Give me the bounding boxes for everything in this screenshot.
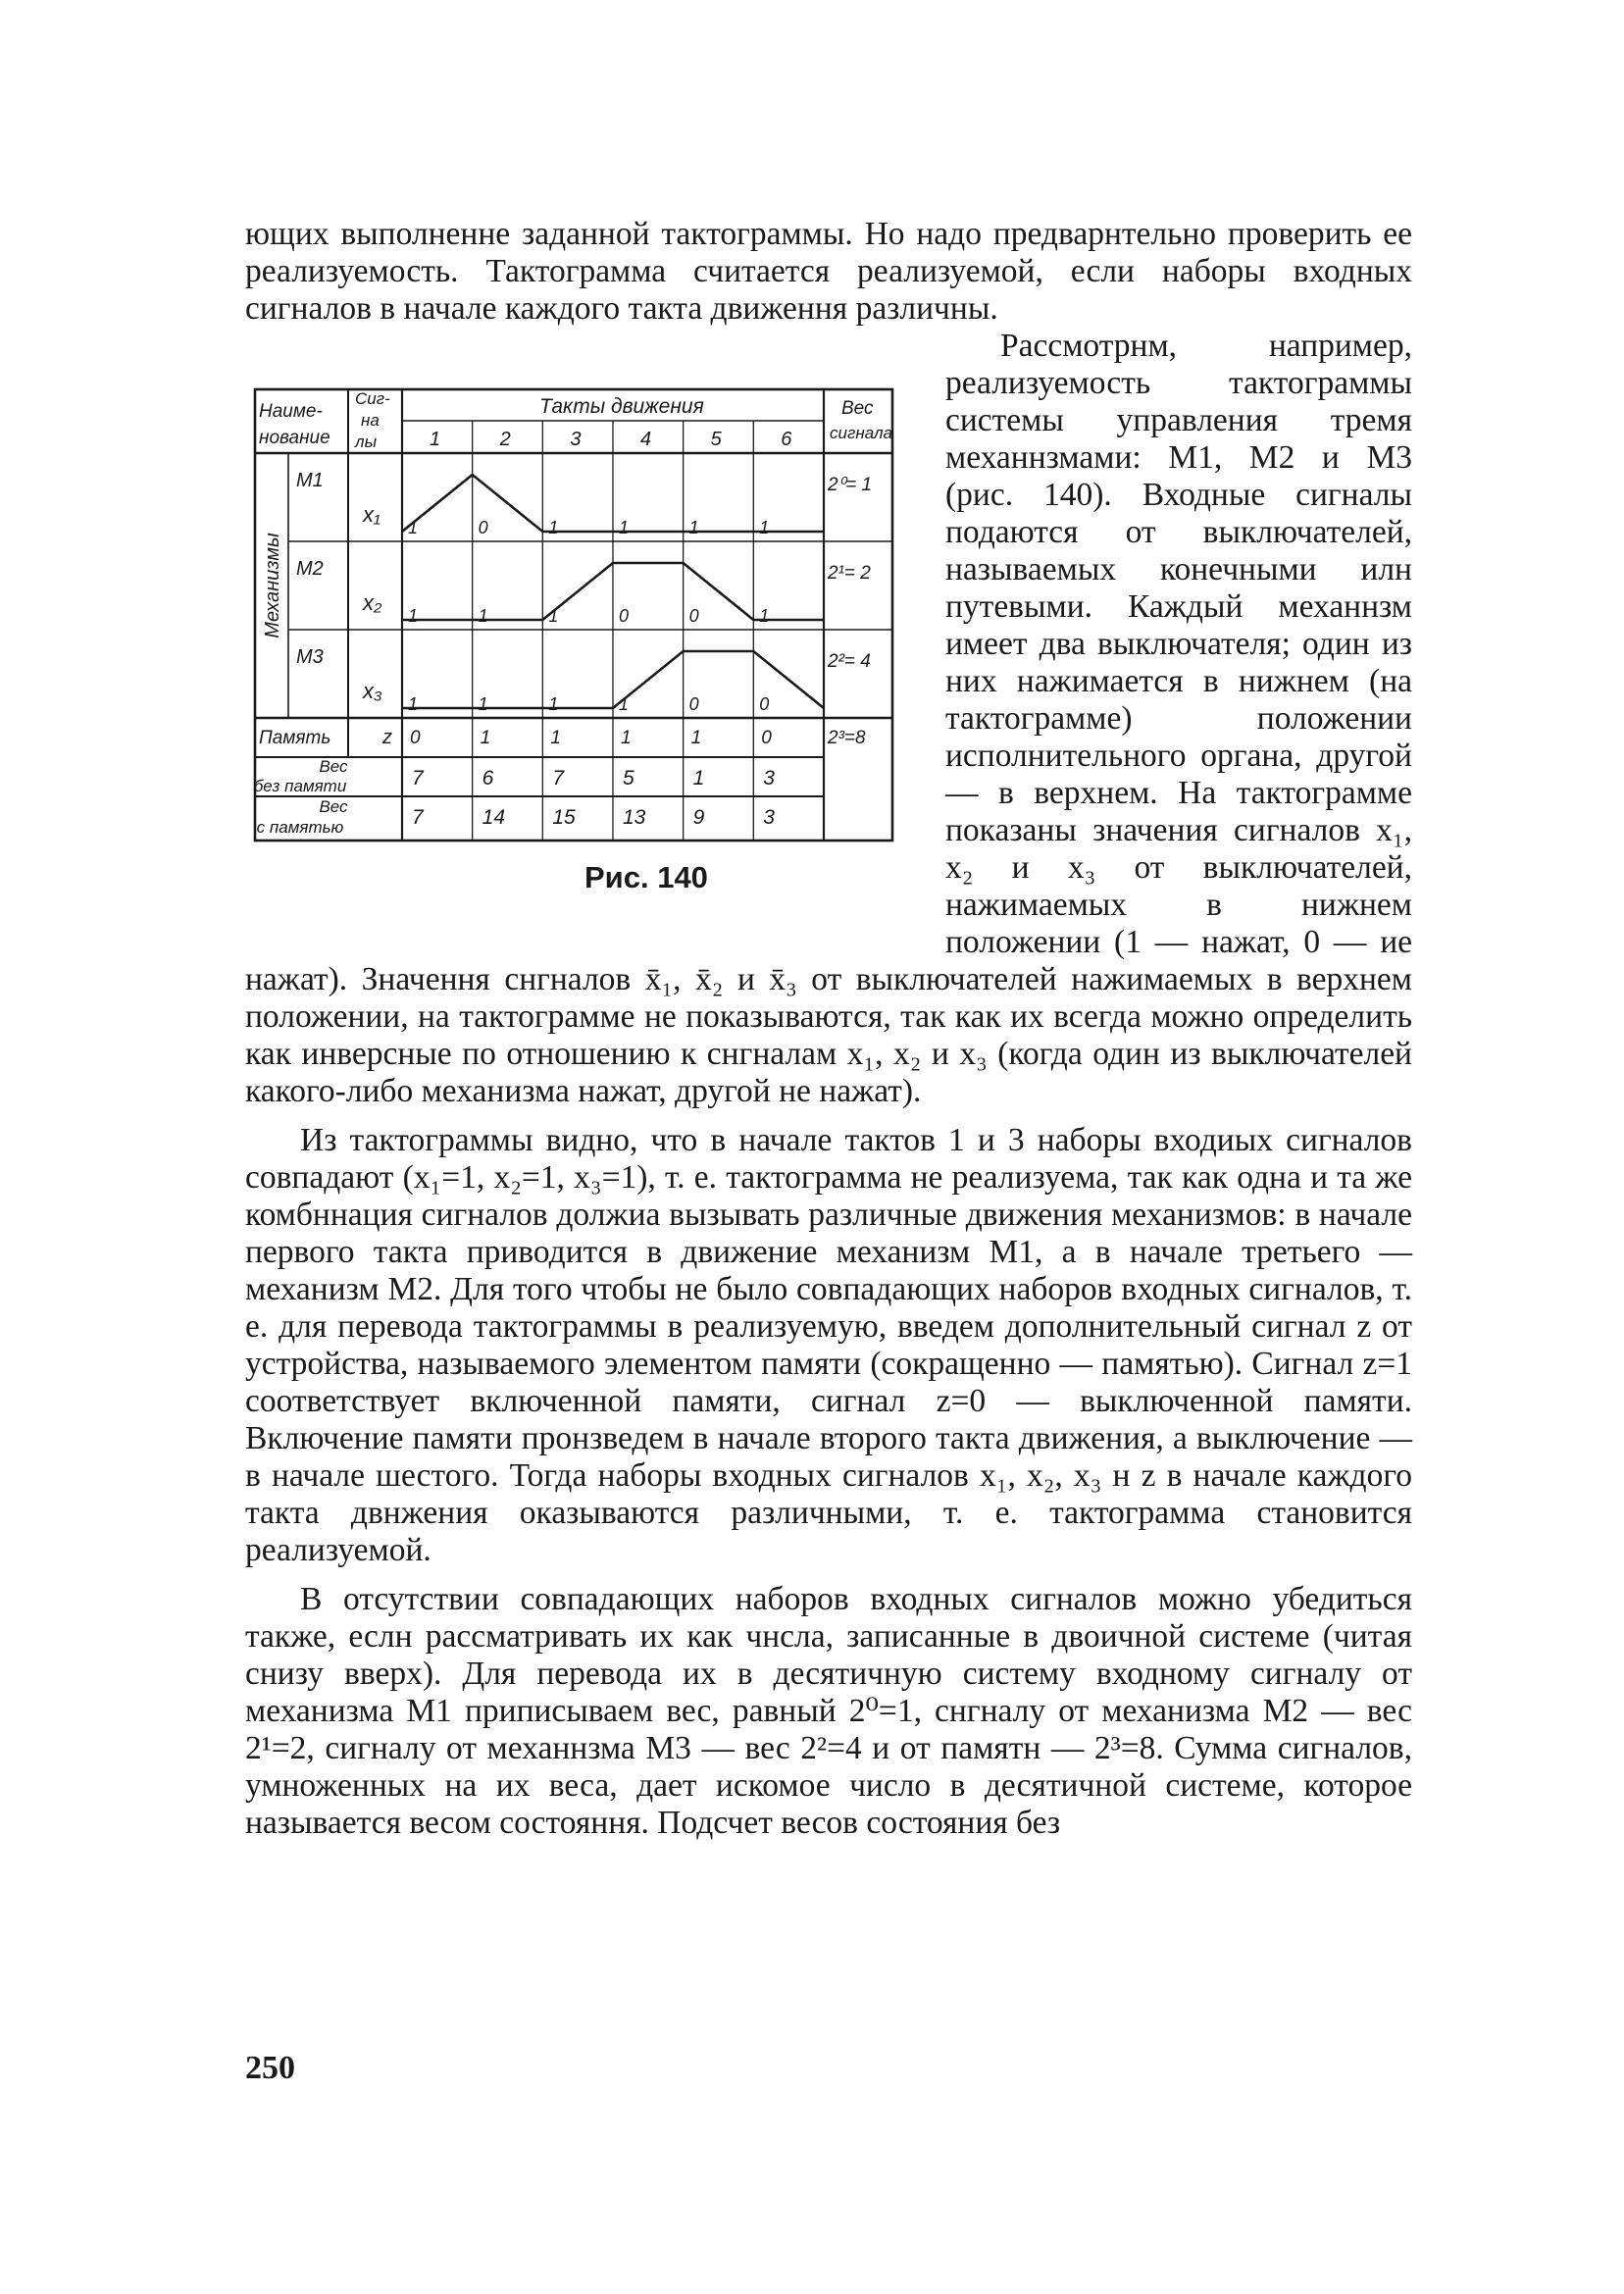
figure-140: [245, 384, 922, 929]
paragraph-3: Из тактограммы видно, что в начале тактов 1 и 3 наборы входиых сигналов совпадают (x₁=1, x₂=1, x₃=1), т. е. тактограмма не реализуема, так как одна и та же комбннация сигналов должиа вызывать различные движения механизмов: в начале первого такта приводится в движение механизм М1, а в начале третьего — механизм М2. Для того чтобы не было совпадающих наборов входных сигналов, т. е. для перевода тактограммы в реализуемую, введем дополнительный сигнал z от устройства, называемого элементом памяти (сокращенно — памятью). Сигнал z=1 соответствует включенной памяти, сигнал z=0 — выключенной памяти. Включение памяти пронзведем в начале второго такта движения, а выключение — в начале шестого. Тогда наборы входных сигналов x₁, x₂, x₃ н z в начале каждого такта двнжения оказываются различными, т. е. тактограмма становится реализуемой.: [245, 1122, 1412, 1568]
memory-value: 1: [550, 728, 561, 748]
mechanism-signal: x₁: [363, 502, 381, 527]
signal-value: 1: [408, 518, 419, 537]
memory-value: 1: [690, 728, 702, 748]
memory-label: Память: [259, 728, 331, 748]
state-weight-value: 14: [482, 806, 506, 829]
figure-caption: Рис. 140: [584, 860, 708, 894]
table-frame: [255, 389, 892, 841]
mechanism-name: М3: [296, 646, 324, 668]
tact-number: 3: [570, 429, 582, 450]
state-weight-value: 7: [552, 767, 565, 790]
signal-value: 1: [408, 694, 419, 714]
memory-value: 0: [410, 728, 421, 748]
state-weight-value: 5: [622, 767, 634, 790]
weight-row-1-label-2: без памяти: [253, 777, 347, 795]
mechanism-signal: x₃: [363, 679, 382, 703]
signal-value: 1: [548, 518, 559, 537]
header-weight-2: сигнала: [830, 424, 892, 442]
header-weight-1: Вес: [841, 398, 874, 419]
memory-signal: z: [382, 727, 392, 748]
signal-value: 1: [548, 606, 559, 626]
state-weight-value: 9: [692, 806, 705, 829]
weight-row-2-label-1: Вес: [319, 797, 348, 816]
memory-value: 0: [761, 728, 772, 748]
signal-value: 1: [478, 606, 488, 626]
signal-value: 0: [759, 694, 770, 714]
header-signal-3: лы: [355, 433, 378, 451]
tact-number: 2: [499, 429, 511, 450]
memory-value: 1: [620, 728, 632, 748]
signal-value: 1: [688, 518, 699, 537]
mechanism-name: М1: [296, 470, 324, 491]
state-weight-value: 3: [763, 806, 775, 829]
memory-value: 1: [480, 728, 491, 748]
signal-value: 1: [759, 606, 770, 626]
weight-row-1-label-1: Вес: [319, 757, 348, 776]
signal-value: 1: [618, 518, 629, 537]
body-text: [245, 216, 1412, 1842]
mechanism-name: М2: [296, 558, 324, 580]
header-name-1: Наиме-: [259, 401, 323, 422]
mechanism-weight: 2⁰= 1: [828, 475, 873, 495]
signal-value: 0: [688, 606, 699, 626]
signal-value: 0: [618, 606, 629, 626]
tact-number: 5: [710, 429, 722, 450]
state-weight-value: 1: [692, 767, 705, 790]
signal-value: 1: [548, 694, 559, 714]
header-signal-2: на: [361, 411, 380, 430]
header-name-2: нование: [259, 428, 330, 448]
state-weight-value: 13: [622, 806, 646, 829]
signal-value: 1: [759, 518, 770, 537]
header-signal-1: Сиг-: [355, 389, 390, 408]
mechanism-weight: 2¹= 2: [828, 563, 871, 584]
tact-number: 6: [781, 429, 792, 450]
header-tacts-title: Такты движения: [539, 395, 704, 418]
state-weight-value: 15: [552, 806, 576, 829]
group-label: Механизмы: [262, 533, 283, 638]
memory-weight: 2³=8: [828, 728, 866, 748]
signal-value: 1: [618, 694, 629, 714]
state-weight-value: 7: [412, 767, 424, 790]
mechanism-signal: x₂: [363, 590, 382, 615]
signal-value: 0: [478, 518, 488, 537]
signal-value: 0: [688, 694, 699, 714]
mechanism-weight: 2²= 4: [828, 651, 871, 672]
signal-value: 1: [408, 606, 419, 626]
paragraph-4: В отсутствии совпадающих наборов входных сигналов можно убедиться также, еслн рассматривать их как чнсла, записанные в двоичной системе (читая снизу вверх). Для перевода их в десятичную систему входному сигналу от механизма М1 приписываем вес, равный 2⁰=1, снгналу от механизма М2 — вес 2¹=2, сигналу от механнзма М3 — вес 2²=4 и от памятн — 2³=8. Сумма сигналов, умноженных на их веса, дает искомое число в десятичной системе, которое называется весом состояння. Подсчет весов состояния без: [245, 1581, 1412, 1841]
tact-number: 1: [430, 429, 441, 450]
page-number: 250: [245, 2050, 295, 2086]
signal-value: 1: [478, 694, 488, 714]
tact-number: 4: [639, 429, 652, 450]
paragraph-1: ющих выполненне заданной тактограммы. Но надо предварнтельно проверить ее реализуемость. Тактограмма считается реализуемой, если наборы входных сигналов в начале каждого такта движення различны.: [245, 216, 1412, 327]
paragraph-2-text: Рассмотрнм, например, реализуемость тактограммы системы управления тремя механнзмами: М1, М2 и М3 (рис. 140). Входные сигналы подаются от выключателей, называемых конечными илн путевыми. Каждый механнзм имеет два выключателя; один из них нажимается в нижнем (на тактограмме) положении исполнительного органа, другой — в верхнем. На тактограмме показаны значения сигналов x₁, x₂ и x₃ от выключателей, нажимаемых в нижнем положении (1 — нажат, 0 — ие нажат). Значення снгналов x̄₁, x̄₂ и x̄₃ от выключателей нажимаемых в верхнем положении, на тактограмме не показываются, так как их всегда можно определить как инверсные по отношению к снгналам x₁, x₂ и x₃ (когда один из выключателей какого-либо механизма нажат, другой не нажат).: [245, 328, 1412, 1109]
state-weight-value: 3: [763, 767, 775, 790]
weight-row-2-label-2: с памятью: [256, 818, 344, 837]
state-weight-value: 7: [412, 806, 424, 829]
state-weight-value: 6: [482, 767, 494, 790]
paragraph-2: [245, 328, 1412, 1110]
